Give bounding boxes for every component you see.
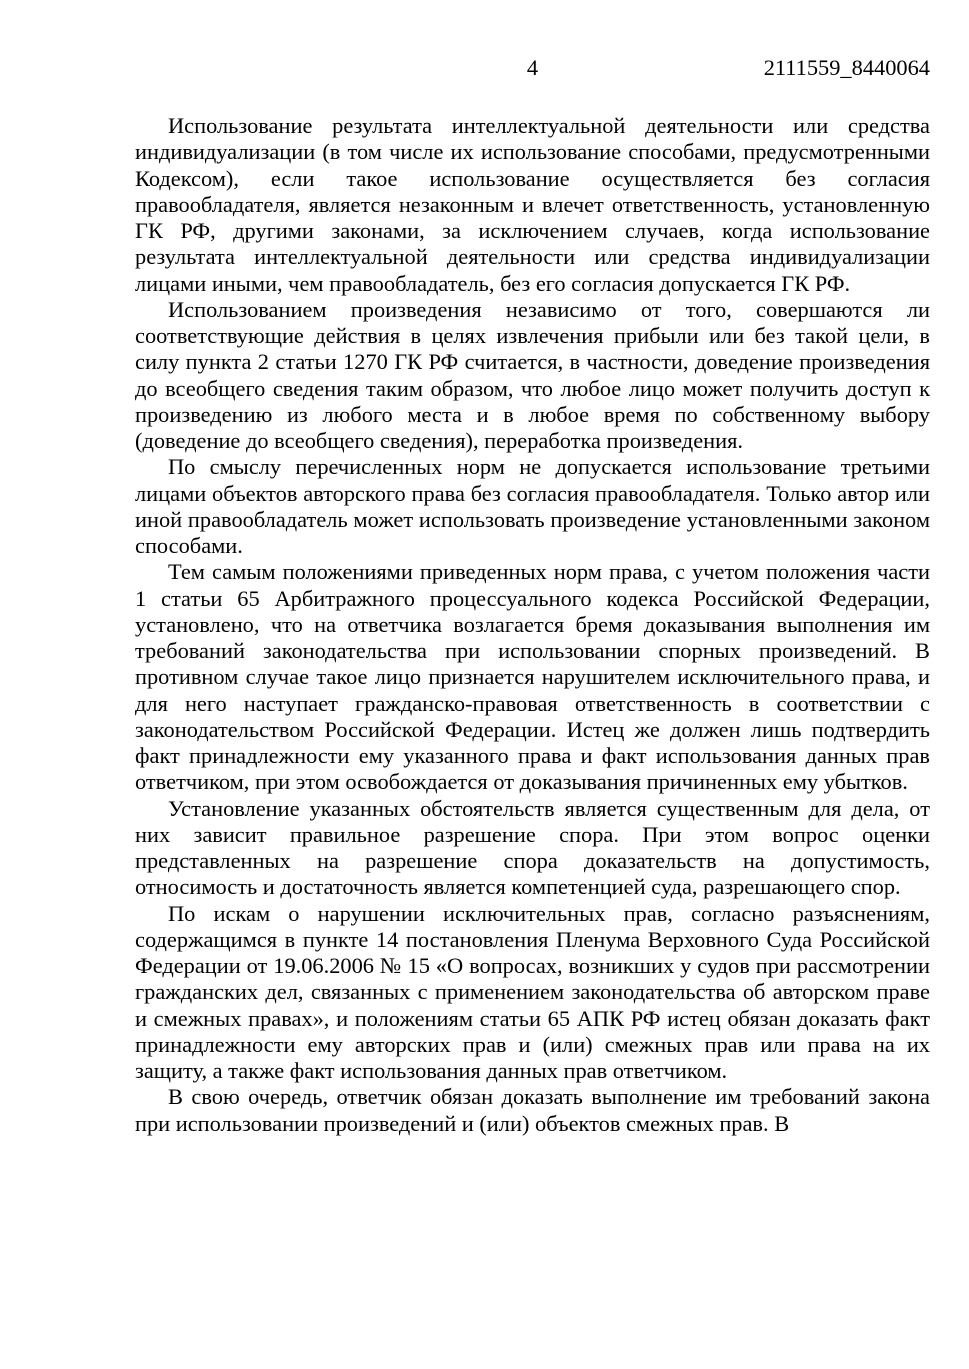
paragraph: Тем самым положениями приведенных норм права, с учетом положения части 1 статьи 65 Арбитражного процессуального кодекса Российской Федерации, установлено, что на ответчика возлагается бремя доказывания выполнения им требований законодательства при использовании спорных произведений. В противном случае такое лицо признается нарушителем исключительного права, и для него наступает гражданско-правовая ответственность в соответствии с законодательством Российской Федерации. Истец же должен лишь подтвердить факт принадлежности ему указанного права и факт использования данных прав ответчиком, при этом освобождается от доказывания причиненных ему убытков.	[135, 559, 930, 795]
document-id: 2111559_8440064	[763, 55, 930, 80]
paragraph: Использованием произведения независимо от того, совершаются ли соответствующие действия в целях извлечения прибыли или без такой цели, в силу пункта 2 статьи 1270 ГК РФ считается, в частности, доведение произведения до всеобщего сведения таким образом, что любое лицо может получить доступ к произведению из любого места и в любое время по собственному выбору (доведение до всеобщего сведения), переработка произведения.	[135, 296, 930, 453]
paragraph: В свою очередь, ответчик обязан доказать выполнение им требований закона при использовании произведений и (или) объектов смежных прав. В	[135, 1084, 930, 1136]
document-body	[135, 113, 930, 1137]
page-number: 4	[526, 55, 539, 80]
paragraph: Установление указанных обстоятельств является существенным для дела, от них зависит правильное разрешение спора. При этом вопрос оценки представленных на разрешение спора доказательств на допустимость, относимость и достаточность является компетенцией суда, разрешающего спор.	[135, 795, 930, 900]
paragraph: По смыслу перечисленных норм не допускается использование третьими лицами объектов авторского права без согласия правообладателя. Только автор или иной правообладатель может использовать произведение установленными законом способами.	[135, 454, 930, 558]
page-header	[135, 55, 930, 81]
paragraph: Использование результата интеллектуальной деятельности или средства индивидуализации (в том числе их использование способами, предусмотренными Кодексом), если такое использование осуществляется без согласия правообладателя, является незаконным и влечет ответственность, установленную ГК РФ, другими законами, за исключением случаев, когда использование результата интеллектуальной деятельности или средства индивидуализации лицами иными, чем правообладатель, без его согласия допускается ГК РФ.	[135, 113, 930, 296]
paragraph: По искам о нарушении исключительных прав, согласно разъяснениям, содержащимся в пункте 14 постановления Пленума Верховного Суда Российской Федерации от 19.06.2006 № 15 «О вопросах, возникших у судов при рассмотрении гражданских дел, связанных с применением законодательства об авторском праве и смежных правах», и положениям статьи 65 АПК РФ истец обязан доказать факт принадлежности ему авторских прав и (или) смежных прав или права на их защиту, а также факт использования данных прав ответчиком.	[135, 900, 930, 1083]
